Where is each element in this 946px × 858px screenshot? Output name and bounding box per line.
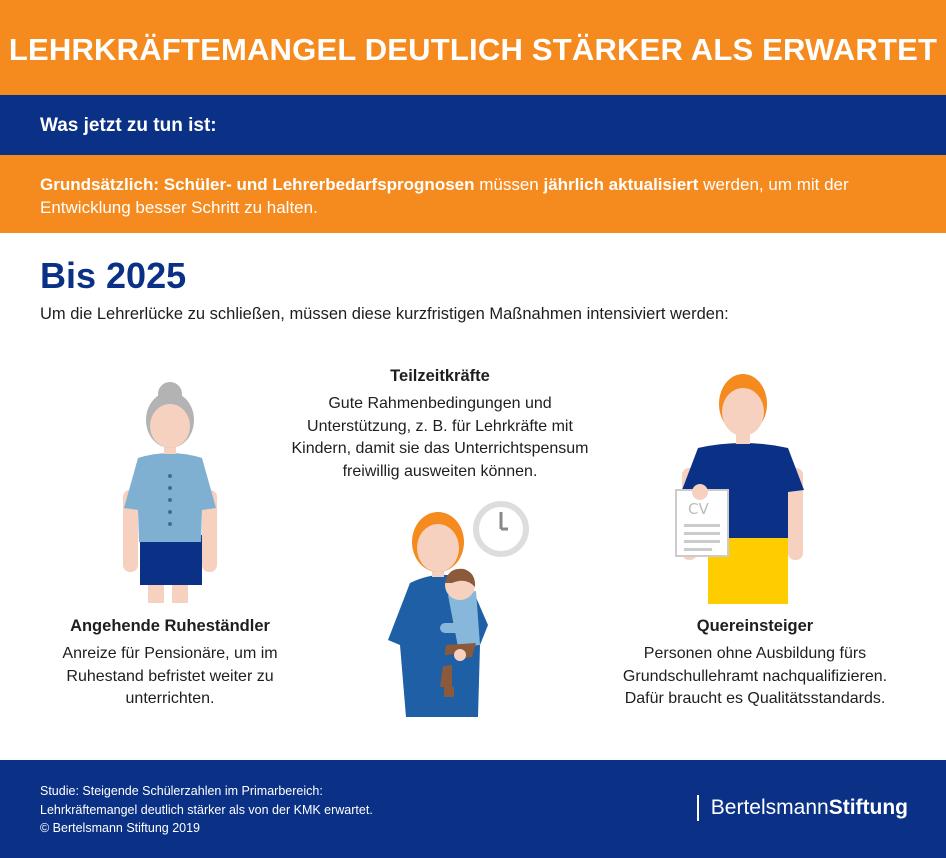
measure-career-changers (585, 617, 925, 711)
description-line: Personen ohne Ausbildung fürs (643, 645, 867, 662)
description-line: Kindern, damit sie das Unterrichtspensum (291, 440, 589, 457)
career-changer-figure-icon (670, 368, 815, 606)
principle-bold-2: jährlich aktualisiert (543, 175, 699, 194)
section-intro: Um die Lehrerlücke zu schließen, müssen diese kurzfristigen Maßnahmen intensiviert werden: (40, 305, 729, 323)
footer (0, 760, 946, 858)
description-line: Gute Rahmenbedingungen und (328, 395, 552, 412)
principle-text-1: müssen (474, 175, 544, 194)
measure-title: Quereinsteiger (696, 617, 814, 635)
source-note (40, 782, 373, 838)
measure-title: Teilzeitkräfte (390, 367, 490, 385)
source-line: Lehrkräftemangel deutlich stärker als von der KMK erwartet. (40, 802, 373, 817)
section-heading: Bis 2025 (40, 255, 187, 296)
bertelsmann-stiftung-logo (697, 795, 908, 821)
principle-banner (0, 155, 946, 233)
measure-title: Angehende Ruheständler (70, 617, 270, 635)
description-line: Ruhestand befristet weiter zu (66, 667, 274, 685)
todo-banner (0, 95, 946, 155)
title-banner (0, 0, 946, 95)
measure-retirees (30, 617, 310, 711)
principle-text (40, 173, 910, 219)
measure-part-time (250, 367, 630, 483)
description-line: unterrichten. (125, 690, 215, 707)
description-line: Unterstützung, z. B. für Lehrkräfte mit (307, 417, 573, 435)
source-line: © Bertelsmann Stiftung 2019 (40, 821, 200, 835)
page-title: LEHRKRÄFTEMANGEL DEUTLICH STÄRKER ALS ERWARTET (8, 32, 938, 67)
source-line: Studie: Steigende Schülerzahlen im Primarbereich: (40, 784, 323, 798)
measure-description (30, 643, 310, 711)
description-line: Dafür braucht es Qualitätsstandards. (624, 690, 886, 707)
logo-bold: Stiftung (828, 796, 908, 819)
cv-document-icon (676, 484, 728, 556)
description-line: Grundschullehramt nachqualifizieren. (622, 667, 888, 685)
retiree-figure-icon (100, 370, 240, 605)
mother-with-child-icon (380, 495, 520, 720)
description-line: Anreize für Pensionäre, um im (62, 645, 278, 662)
todo-label: Was jetzt zu tun ist: (40, 115, 217, 136)
cv-text: CV (688, 500, 709, 518)
description-line: freiwillig ausweiten können. (342, 462, 538, 480)
measure-description (585, 643, 925, 711)
principle-text-2: werden, um mit der Entwicklung besser Schritt zu halten. (40, 175, 849, 217)
measure-description (250, 393, 630, 483)
principle-bold-1: Grundsätzlich: Schüler- und Lehrerbedarfsprognosen (40, 175, 475, 194)
logo-regular: Bertelsmann (710, 796, 829, 819)
